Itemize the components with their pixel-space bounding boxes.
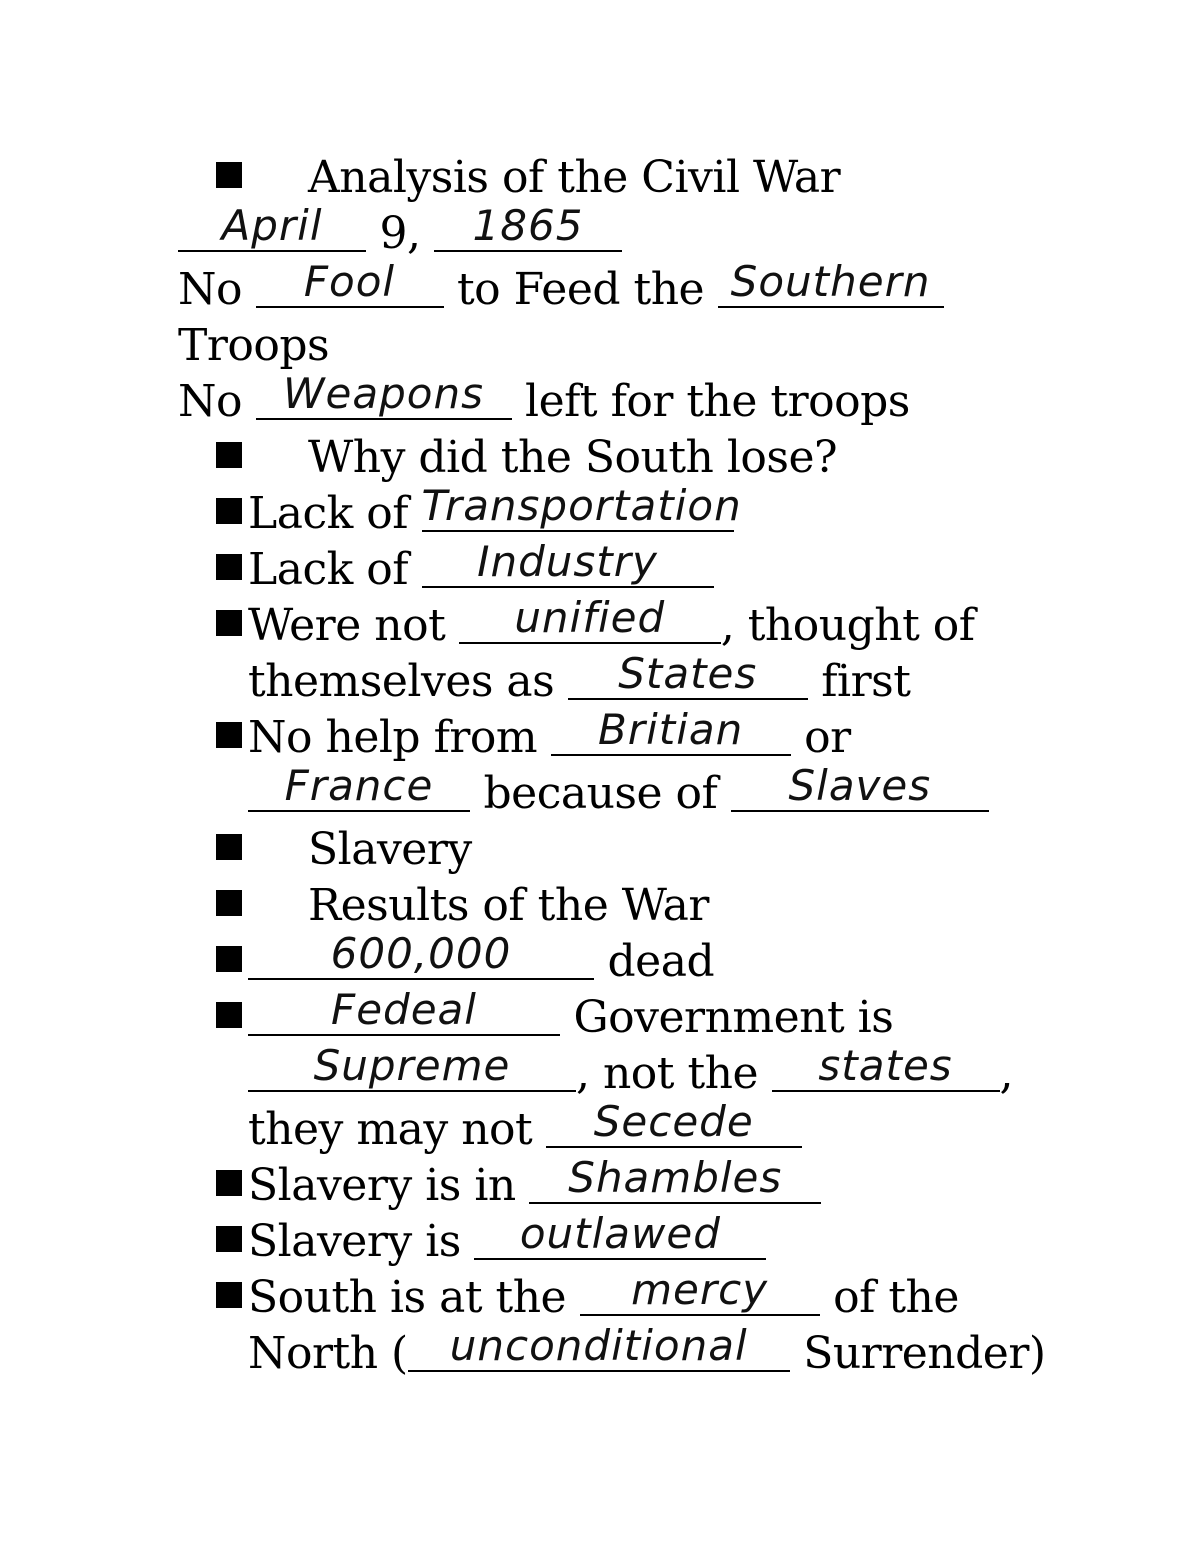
square-bullet-icon	[216, 554, 242, 580]
text-south-mercy: South is at the	[248, 1272, 567, 1323]
square-bullet-icon	[216, 834, 242, 860]
answer-states-2: states	[818, 1041, 953, 1090]
blank-outlawed[interactable]	[474, 1209, 766, 1260]
blank-secede[interactable]	[546, 1097, 802, 1148]
answer-states: States	[618, 649, 758, 698]
line-weapons	[178, 369, 910, 428]
blank-shambles[interactable]	[529, 1153, 821, 1204]
square-bullet-icon	[216, 946, 242, 972]
blank-france[interactable]	[248, 761, 470, 812]
text-to-feed: to Feed the	[457, 264, 705, 315]
heading-text: Analysis of the Civil War	[308, 152, 841, 203]
blank-dead-count[interactable]	[248, 929, 594, 980]
square-bullet-icon	[216, 890, 242, 916]
square-bullet-icon	[216, 1282, 242, 1308]
answer-month: April	[221, 201, 323, 250]
line-no-help	[216, 705, 851, 764]
blank-supreme[interactable]	[248, 1041, 576, 1092]
answer-southern: Southern	[730, 257, 931, 306]
blank-food[interactable]	[256, 257, 444, 308]
square-bullet-icon	[216, 722, 242, 748]
answer-food: Fool	[303, 257, 396, 306]
square-bullet-icon	[216, 1226, 242, 1252]
line-outlawed	[216, 1209, 766, 1268]
text-lack-of: Lack of	[248, 544, 409, 595]
text-not-the: , not the	[576, 1048, 759, 1099]
blank-britain[interactable]	[551, 705, 791, 756]
square-bullet-icon	[216, 1002, 242, 1028]
heading-text: Results of the War	[308, 880, 709, 931]
answer-unified: unified	[514, 593, 666, 642]
text-troops: Troops	[178, 320, 330, 371]
text-left-for: left for the troops	[525, 376, 910, 427]
text-no: No	[178, 264, 242, 315]
answer-federal: Fedeal	[331, 985, 477, 1034]
text-dead: dead	[607, 936, 715, 987]
blank-mercy[interactable]	[580, 1265, 820, 1316]
date-day: 9,	[379, 208, 421, 259]
heading-text: Slavery	[308, 824, 472, 875]
text-they-may-not: they may not	[248, 1104, 533, 1155]
blank-southern[interactable]	[718, 257, 944, 308]
text-north: North (	[248, 1328, 408, 1379]
blank-states[interactable]	[568, 649, 808, 700]
blank-unconditional[interactable]	[408, 1321, 790, 1372]
blank-industry[interactable]	[422, 537, 714, 588]
line-unified	[216, 593, 975, 652]
blank-unified[interactable]	[459, 593, 721, 644]
answer-dead-count: 600,000	[330, 929, 512, 978]
square-bullet-icon	[216, 162, 242, 188]
text-were-not: Were not	[248, 600, 446, 651]
answer-france: France	[284, 761, 434, 810]
answer-mercy: mercy	[631, 1265, 769, 1314]
text-government-is: Government is	[573, 992, 894, 1043]
blank-weapons[interactable]	[256, 369, 512, 420]
text-comma: ,	[999, 1048, 1014, 1099]
line-date	[178, 201, 622, 260]
text-no: No	[178, 376, 242, 427]
text-slavery-in: Slavery is in	[248, 1160, 516, 1211]
blank-slaves[interactable]	[731, 761, 989, 812]
line-states	[248, 649, 911, 708]
line-mercy	[216, 1265, 959, 1324]
blank-federal[interactable]	[248, 985, 560, 1036]
line-france	[248, 761, 989, 820]
line-supreme	[248, 1041, 1014, 1100]
text-lack-of: Lack of	[248, 488, 409, 539]
square-bullet-icon	[216, 498, 242, 524]
answer-supreme: Supreme	[313, 1041, 511, 1090]
line-dead	[216, 929, 715, 988]
text-of-the: of the	[833, 1272, 959, 1323]
text-themselves-as: themselves as	[248, 656, 555, 707]
blank-states-2[interactable]	[772, 1041, 1000, 1092]
text-slavery-is: Slavery is	[248, 1216, 461, 1267]
square-bullet-icon	[216, 610, 242, 636]
line-troops	[178, 320, 329, 372]
answer-shambles: Shambles	[568, 1153, 783, 1202]
line-shambles	[216, 1153, 821, 1212]
square-bullet-icon	[216, 1170, 242, 1196]
heading-results	[216, 880, 709, 932]
line-food	[178, 257, 944, 316]
answer-britain: Britian	[597, 705, 744, 754]
text-because-of: because of	[483, 768, 718, 819]
text-no-help: No help from	[248, 712, 538, 763]
answer-secede: Secede	[593, 1097, 754, 1146]
answer-outlawed: outlawed	[519, 1209, 721, 1258]
text-surrender: Surrender)	[803, 1328, 1046, 1379]
answer-industry: Industry	[477, 537, 658, 586]
blank-transportation[interactable]	[421, 481, 742, 532]
line-federal	[216, 985, 894, 1044]
heading-text: Why did the South lose?	[308, 432, 838, 483]
answer-unconditional: unconditional	[449, 1321, 748, 1370]
line-secede	[248, 1097, 802, 1156]
line-lack-transportation	[216, 481, 742, 540]
heading-why	[216, 432, 837, 484]
blank-year[interactable]	[434, 201, 622, 252]
text-first: first	[821, 656, 911, 707]
heading-slavery	[216, 824, 472, 876]
blank-month[interactable]	[178, 201, 366, 252]
square-bullet-icon	[216, 442, 242, 468]
answer-slaves: Slaves	[788, 761, 932, 810]
heading-analysis	[216, 152, 840, 204]
answer-year: 1865	[472, 201, 584, 250]
line-lack-industry	[216, 537, 714, 596]
line-unconditional	[248, 1321, 1046, 1380]
answer-transportation: Transportation	[421, 481, 742, 530]
answer-weapons: Weapons	[283, 369, 484, 418]
text-or: or	[804, 712, 851, 763]
text-thought-of: , thought of	[720, 600, 975, 651]
